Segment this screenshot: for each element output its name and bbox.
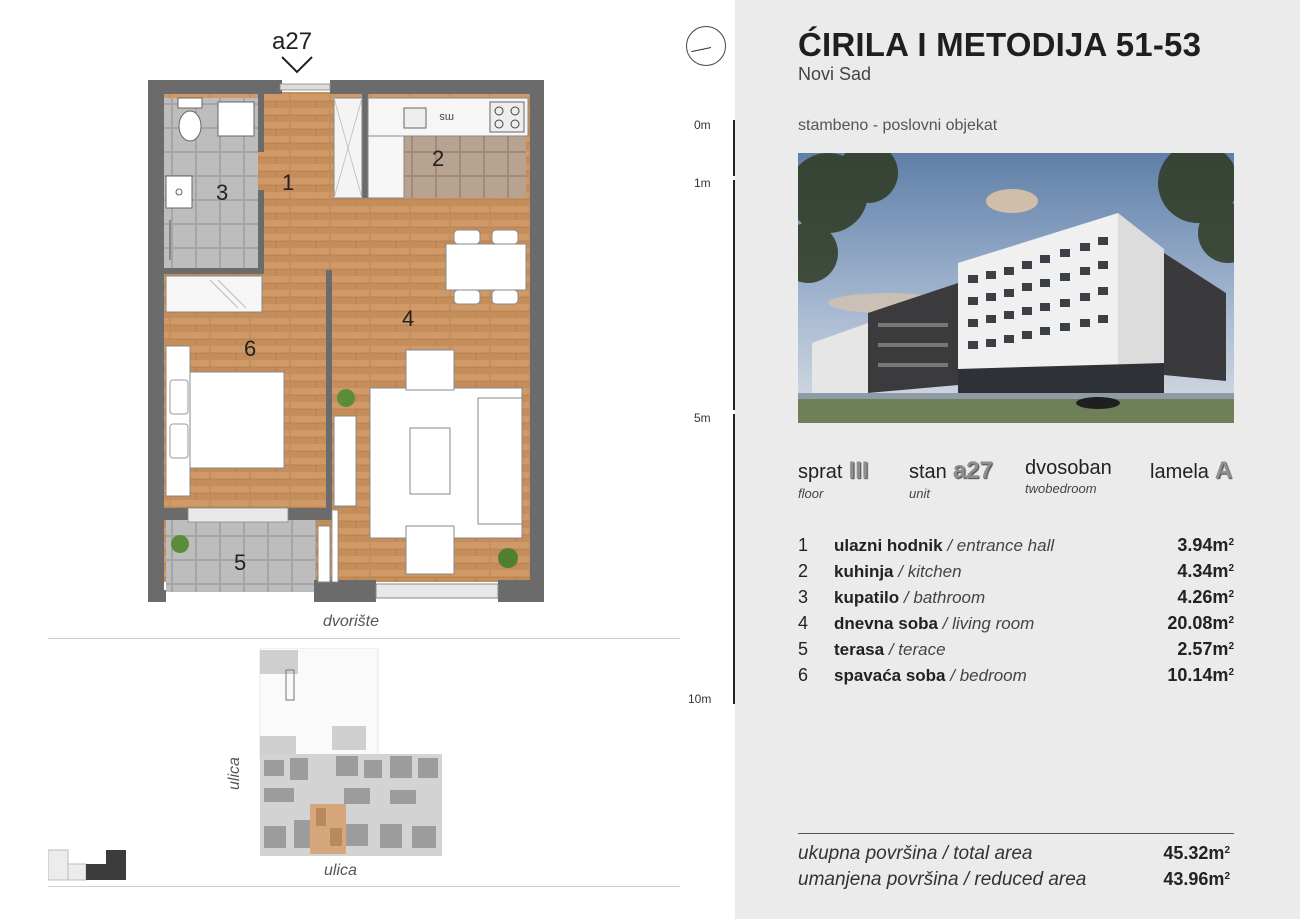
scale-label-0: 0m xyxy=(694,118,711,132)
scale-label-1: 1m xyxy=(694,176,711,190)
city-label: Novi Sad xyxy=(798,64,872,84)
building-rendering-image xyxy=(798,153,1234,423)
room-row: 4 dnevna soba / living room $20.08m^2$ xyxy=(798,613,1234,633)
divider-bottom xyxy=(48,886,680,887)
room-number-1: 1 xyxy=(282,170,295,195)
floor-info: sprat III floor xyxy=(798,457,869,501)
site-location-plan xyxy=(240,648,450,858)
street-label-side: ulica xyxy=(226,757,243,790)
unit-info: stan a27 unit xyxy=(909,457,993,501)
room-number-3: 3 xyxy=(216,180,229,205)
total-area-row: ukupna površina / total area $45.32m^2$ xyxy=(798,843,1230,864)
building-type: stambeno - poslovni objekat xyxy=(798,117,998,134)
lamela-value: A xyxy=(1214,457,1233,484)
scale-label-10: 10m xyxy=(688,692,712,706)
room-number-4: 4 xyxy=(402,306,415,331)
room-row: 5 terasa / terace $2.57m^2$ xyxy=(798,639,1234,659)
floor-value: III xyxy=(848,457,869,484)
reduced-area-row: umanjena površina / reduced area $43.96m^2$ xyxy=(798,869,1230,890)
totals-divider xyxy=(798,833,1234,834)
page-title: ĆIRILA I METODIJA 51-53 xyxy=(798,26,1202,63)
room-row: 1 ulazni hodnik / entrance hall $3.94m^2$ xyxy=(798,535,1234,555)
room-row: 2 kuhinja / kitchen $4.34m^2$ xyxy=(798,561,1234,581)
room-row: 6 spavaća soba / bedroom $10.14m^2$ xyxy=(798,665,1234,685)
north-compass-icon xyxy=(686,26,726,66)
room-number-2: 2 xyxy=(432,146,445,171)
apartment-type-info: dvosoban twobedroom xyxy=(1025,457,1112,496)
entry-arrow-icon xyxy=(280,55,314,75)
apartment-floor-plan xyxy=(148,80,544,602)
room-row: 3 kupatilo / bathroom $4.26m^2$ xyxy=(798,587,1234,607)
scale-label-5: 5m xyxy=(694,411,711,425)
unit-entry-label: a27 xyxy=(272,28,313,55)
room-number-5: 5 xyxy=(234,550,247,575)
street-label-bottom: ulica xyxy=(324,862,357,879)
room-number-6: 6 xyxy=(244,336,257,361)
unit-value: a27 xyxy=(952,457,993,484)
building-key-icon xyxy=(48,848,128,882)
courtyard-label: dvorište xyxy=(323,613,380,630)
room-list xyxy=(798,533,1238,689)
divider-top xyxy=(48,638,680,639)
svg-text:ms: ms xyxy=(439,111,454,123)
lamela-info: lamela A xyxy=(1150,457,1233,484)
